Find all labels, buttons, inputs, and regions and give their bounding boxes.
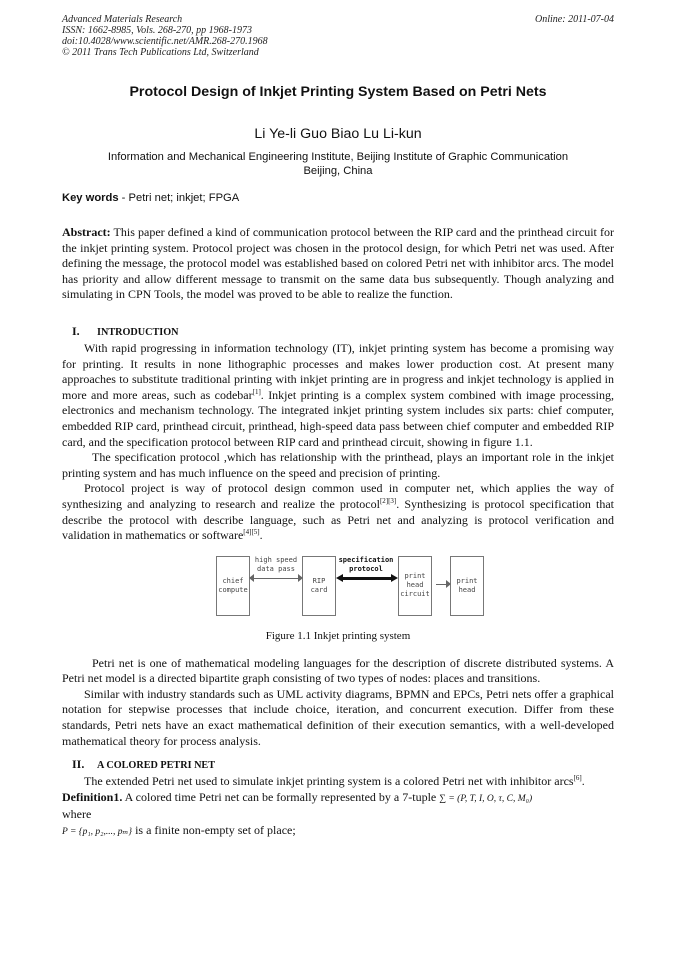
arrow-head-icon [336,574,343,582]
diagram-arrow-high-speed [254,578,298,579]
intro-paragraph-1 [62,341,614,450]
abstract [62,225,614,303]
text-run: A colored time Petri net can be formally represented by a 7-tuple [122,789,440,804]
arrow-head-icon [446,580,451,588]
keywords [62,192,614,204]
paper-page [62,14,614,841]
intro-paragraph-4: Petri net is one of mathematical modeling languages for the description of discrete distributed systems. A Petri net model is a directed bipartite graph consisting of two types of nodes: places and transitions. [62,655,614,686]
citation[interactable]: [6] [573,774,582,783]
doi-line: doi:10.4028/www.scientific.net/AMR.268-270.1968 [62,36,268,47]
place-definition [62,823,614,841]
paper-title: Protocol Design of Inkjet Printing System Based on Petri Nets [129,84,547,100]
keywords-text: - Petri net; inkjet; FPGA [118,192,240,204]
figure-caption: Figure 1.1 Inkjet printing system [265,629,411,642]
affiliation-line-2: Beijing, China [303,165,373,177]
journal-header [62,14,614,58]
figure-inkjet-system [62,556,614,628]
abstract-label: Abstract: [62,225,111,239]
tuple-formula: ∑ = (P, T, I, O, τ, C, M₀) [439,793,533,804]
online-date: Online: 2011-07-04 [535,14,614,25]
intro-paragraph-2: The specification protocol ,which has relationship with the printhead, plays an important role in the inkjet printing system and has much influence on the speed and precision of printing. [62,450,614,480]
diagram-node-print-head-circuit: print head circuit [398,556,432,616]
where-line: where [62,807,92,822]
intro-paragraph-5: Similar with industry standards such as UML activity diagrams, BPMN and EPCs, Petri nets offer a graphical notation for stepwise processes that include choice, iteration, and concurrent execution. Differ from these standards, Petri nets have an exact mathematical definition of their execution semantics, with a well-developed mathematical theory for process analysis. [62,686,614,748]
keywords-label: Key words [62,192,119,204]
diagram-label-specification: specification protocol [338,555,394,573]
section-title: A COLORED PETRI NET [97,760,216,772]
diagram-arrow-specification [342,577,392,580]
citation[interactable]: [2][3] [379,496,397,505]
arrow-head-icon [298,574,303,582]
copyright-line: © 2011 Trans Tech Publications Ltd, Switzerland [62,47,259,58]
section-number: II. [72,757,85,772]
diagram-node-print-head: print head [450,556,484,616]
section-heading-introduction [62,324,614,339]
text-run: . Synthesizing is protocol specification that describe the protocol with describe language, such as Petri net and analyzing is protocol verification and validation in mathematics or software [62,496,615,543]
issn-line: ISSN: 1662-8985, Vols. 268-270, pp 1968-1973 [62,25,252,36]
text-run: . [259,528,263,543]
diagram-node-rip-card: RIP card [302,556,336,616]
definition-1 [62,790,614,808]
arrow-head-icon [249,574,254,582]
diagram-arrow-to-printhead [436,584,446,585]
intro-paragraph-3 [62,481,614,543]
citation[interactable]: [4][5] [243,528,260,537]
text-run: . [581,774,585,789]
section-heading-colored-petri-net [62,757,614,772]
affiliation-line-1: Information and Mechanical Engineering Institute, Beijing Institute of Graphic Communication [107,151,569,163]
definition-label: Definition1. [62,789,123,804]
affiliation [62,150,614,178]
abstract-text: This paper defined a kind of communication protocol between the RIP card and the printhead circuit for the inkjet printing system. Protocol project was chosen in the protocol design, for which Petri net was used. After defining the message, the protocol model was established based on colored Petri net with inhibitor arcs. The model has priority and allow different message to transmit on the same data bus subsequently. Though analyzing and simulating in CPN Tools, the model was proved to be able to realize the function. [62,225,614,302]
place-set-formula: P = {p₁, p₂,..., pₘ} [62,827,133,838]
text-run: Protocol project is way of protocol design common used in computer net, which applies the way of synthesizing and analyzing to research and realize the protocol [62,481,614,511]
arrow-head-icon [391,574,398,582]
section-title: INTRODUCTION [97,326,179,338]
citation[interactable]: [1] [252,387,261,396]
diagram-node-chief-computer: chief compute [216,556,250,616]
text-run: is a finite non-empty set of place; [132,823,296,838]
section2-paragraph-1 [62,774,614,790]
section-number: I. [72,323,80,338]
text-run: With rapid progressing in information technology (IT), inkjet printing system has become a promising way for printing. It results in none lithographic processes and makes lower production cost. At present many approaches to substitute traditional printing with inkjet printing are in progress and inkjet technology is applied in more and more areas, such as codebar [62,340,614,402]
text-run: The extended Petri net used to simulate inkjet printing system is a colored Petri net with inhibitor arcs [84,774,574,789]
journal-name: Advanced Materials Research [62,14,183,25]
text-run: . Inkjet printing is a complex system combined with image processing, electronics and mechanism technology. The integrated inkjet printing system includes six parts: chief computer, embedded RIP card, printhead circuit, printhead, high-speed data pass between chief computer and embedded RIP card, and the specification protocol between RIP card and printhead circuit, showing in figure 1.1. [62,387,615,449]
paper-authors: Li Ye-li Guo Biao Lu Li-kun [254,126,422,142]
diagram-label-high-speed: high speed data pass [254,555,298,573]
